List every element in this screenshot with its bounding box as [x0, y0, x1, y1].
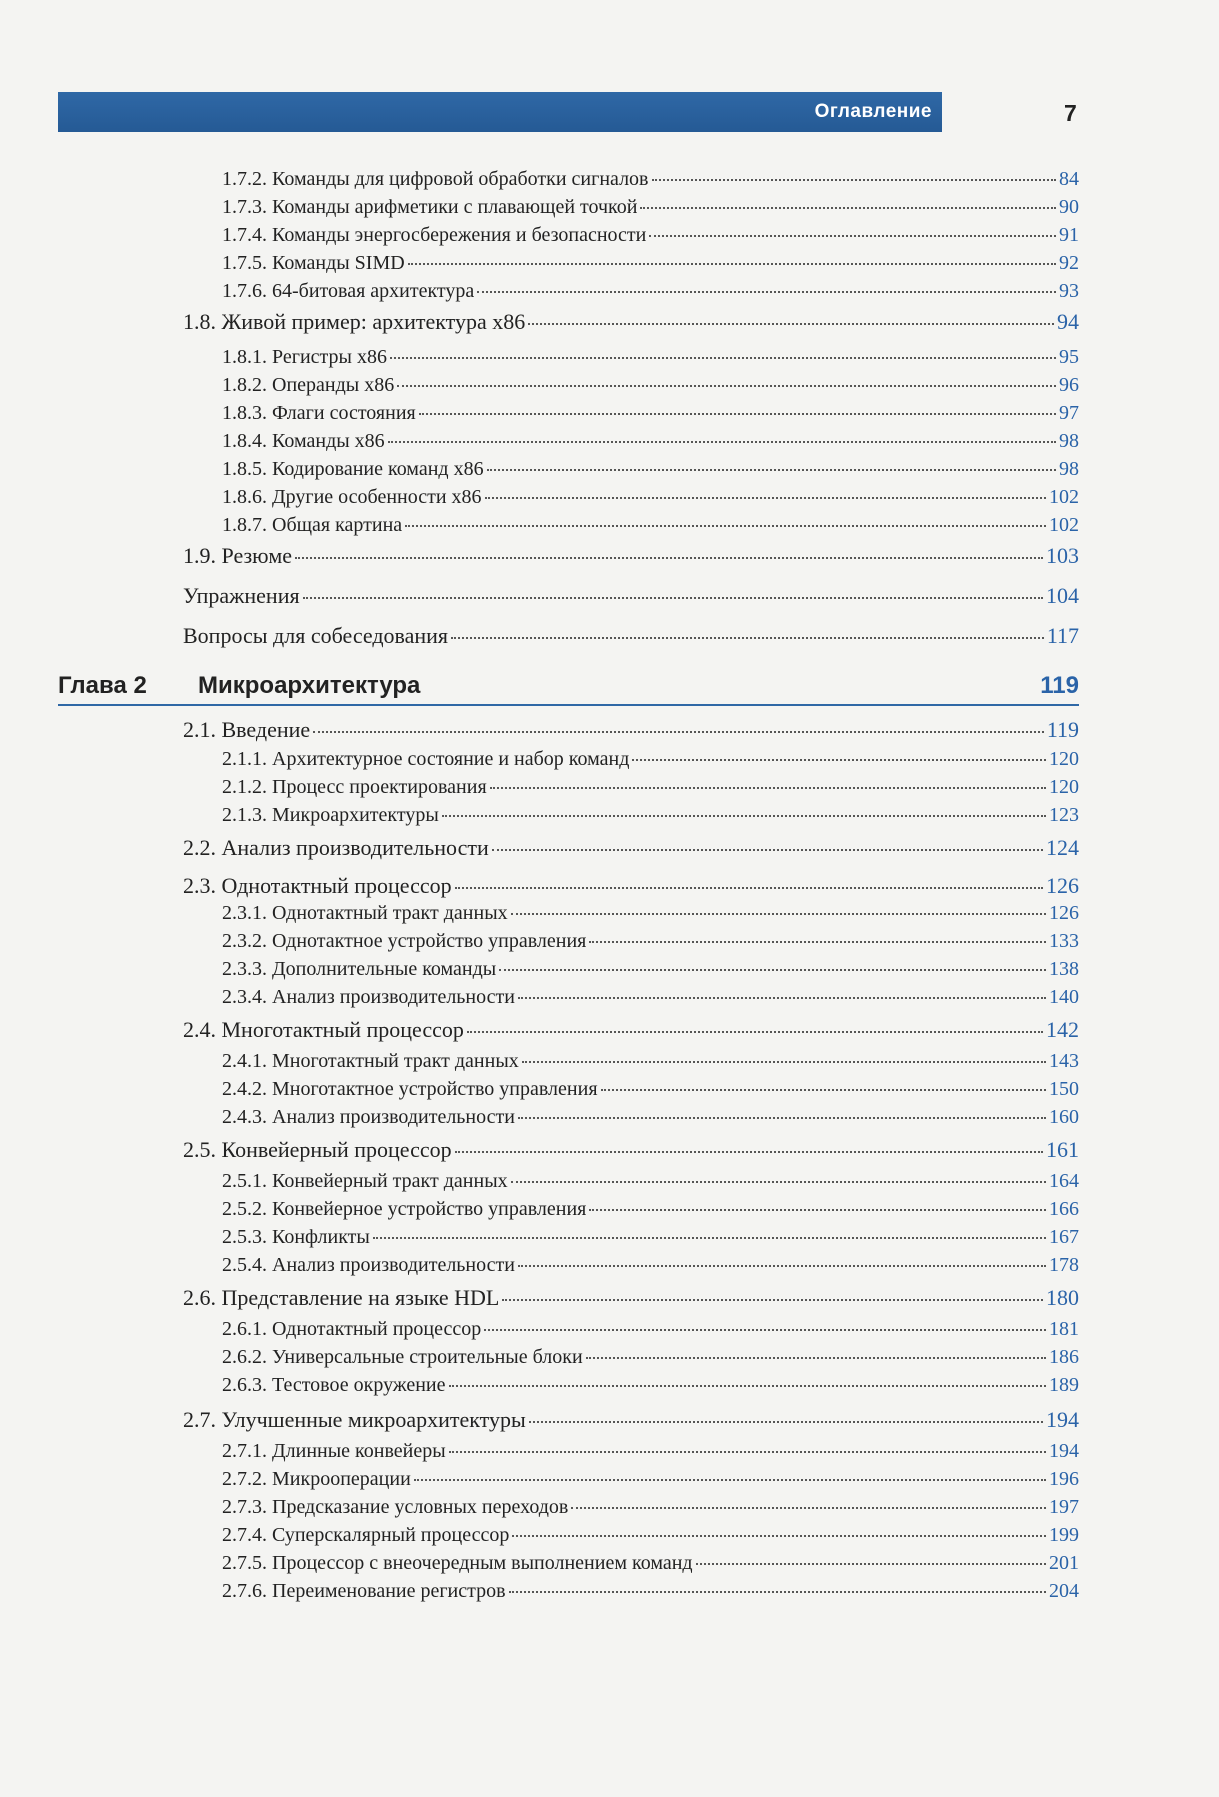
dot-leader — [492, 827, 1043, 851]
toc-entry-title: 2.7.1. Длинные конвейеры — [222, 1440, 446, 1462]
toc-entry-title: 2.7.2. Микрооперации — [222, 1468, 411, 1490]
toc-entry-page: 104 — [1046, 583, 1079, 608]
toc-entry-page: 97 — [1059, 402, 1079, 424]
toc-entry-title: 2.3. Однотактный процессор — [183, 873, 452, 898]
dot-leader — [518, 977, 1046, 999]
toc-entry[interactable] — [183, 831, 1079, 861]
toc-entry-page: 123 — [1049, 804, 1079, 826]
toc-entry-page: 133 — [1049, 930, 1079, 952]
toc-entry-page: 160 — [1049, 1106, 1079, 1128]
toc-entry[interactable] — [183, 305, 1079, 335]
toc-entry-title: 1.9. Резюме — [183, 543, 293, 568]
toc-entry-page: 120 — [1049, 748, 1079, 770]
toc-entry-title: 2.5.2. Конвейерное устройство управления — [222, 1198, 587, 1220]
chapter-heading[interactable] — [58, 668, 1079, 706]
dot-leader — [313, 709, 1044, 733]
toc-entry-page: 197 — [1049, 1496, 1079, 1518]
toc-entry-title: 1.7.4. Команды энергосбережения и безопасности — [222, 224, 647, 246]
toc-entry-page: 201 — [1049, 1552, 1079, 1574]
dot-leader — [455, 865, 1043, 889]
toc-entry-title: 1.7.5. Команды SIMD — [222, 252, 405, 274]
toc-entry-title: 2.1.1. Архитектурное состояние и набор команд — [222, 748, 630, 770]
toc-entry-page: 199 — [1049, 1524, 1079, 1546]
dot-leader — [632, 739, 1046, 761]
dot-leader — [449, 1431, 1046, 1453]
dot-leader — [390, 337, 1056, 359]
toc-entry[interactable] — [183, 1133, 1079, 1163]
dot-leader — [449, 1365, 1046, 1387]
toc-entry-title: 2.4.1. Многотактный тракт данных — [222, 1050, 519, 1072]
toc-entry-title: 1.7.2. Команды для цифровой обработки сигналов — [222, 168, 649, 190]
toc-entry-page: 142 — [1046, 1017, 1079, 1042]
dot-leader — [522, 1041, 1046, 1063]
chapter-title: Микроархитектура — [198, 672, 421, 699]
toc-entry-page: 126 — [1049, 902, 1079, 924]
toc-entry-page: 180 — [1046, 1285, 1079, 1310]
toc-entry-title: 2.7.6. Переименование регистров — [222, 1580, 506, 1602]
dot-leader — [696, 1543, 1046, 1565]
toc-entry[interactable] — [222, 1369, 1079, 1397]
toc-entry-page: 119 — [1046, 717, 1079, 742]
dot-leader — [511, 893, 1046, 915]
toc-entry[interactable] — [183, 619, 1079, 649]
dot-leader — [373, 1217, 1046, 1239]
toc-entry-page: 96 — [1059, 374, 1079, 396]
toc-entry[interactable] — [222, 1575, 1079, 1603]
toc-entry-page: 178 — [1049, 1254, 1079, 1276]
dot-leader — [455, 1129, 1043, 1153]
dot-leader — [640, 187, 1056, 209]
toc-entry-title: 2.6. Представление на языке HDL — [183, 1285, 500, 1310]
dot-leader — [652, 159, 1057, 181]
toc-entry-page: 194 — [1046, 1407, 1079, 1432]
toc-entry-title: 2.5. Конвейерный процессор — [183, 1137, 452, 1162]
toc-entry[interactable] — [183, 539, 1079, 569]
toc-entry[interactable] — [183, 1013, 1079, 1043]
toc-entry-page: 120 — [1049, 776, 1079, 798]
toc-entry-title: 2.5.3. Конфликты — [222, 1226, 370, 1248]
toc-entry-page: 91 — [1059, 224, 1079, 246]
toc-entry-title: 1.7.6. 64-битовая архитектура — [222, 280, 475, 302]
toc-entry-title: 2.4.2. Многотактное устройство управления — [222, 1078, 598, 1100]
dot-leader — [408, 243, 1056, 265]
dot-leader — [499, 949, 1046, 971]
dot-leader — [586, 1337, 1046, 1359]
toc-entry-title: 2.6.3. Тестовое окружение — [222, 1374, 446, 1396]
toc-entry-page: 186 — [1049, 1346, 1079, 1368]
toc-entry-title: Вопросы для собеседования — [183, 623, 449, 648]
toc-entry-page: 94 — [1057, 309, 1079, 334]
toc-entry-page: 166 — [1049, 1198, 1079, 1220]
toc-entry-title: 2.4.3. Анализ производительности — [222, 1106, 515, 1128]
running-header-title: Оглавление — [814, 101, 932, 122]
page-number: 7 — [1064, 100, 1077, 126]
toc-entry[interactable] — [222, 799, 1079, 827]
toc-entry-title: 2.1. Введение — [183, 717, 311, 742]
toc-entry-page: 150 — [1049, 1078, 1079, 1100]
toc-entry-title: 1.8.2. Операнды x86 — [222, 374, 395, 396]
toc-entry-page: 95 — [1059, 346, 1079, 368]
dot-leader — [467, 1009, 1043, 1033]
dot-leader — [477, 271, 1056, 293]
toc-entry-title: 2.3.1. Однотактный тракт данных — [222, 902, 508, 924]
toc-entry-page: 102 — [1049, 514, 1079, 536]
dot-leader — [529, 1399, 1043, 1423]
toc-entry-title: 1.8.3. Флаги состояния — [222, 402, 416, 424]
dot-leader — [589, 921, 1046, 943]
toc-entry-page: 93 — [1059, 280, 1079, 302]
toc-entry-page: 138 — [1049, 958, 1079, 980]
dot-leader — [509, 1571, 1046, 1593]
dot-leader — [528, 301, 1054, 325]
toc-entry-title: 1.8.6. Другие особенности x86 — [222, 486, 482, 508]
toc-entry-page: 189 — [1049, 1374, 1079, 1396]
toc-entry-page: 194 — [1049, 1440, 1079, 1462]
header-bar — [58, 92, 942, 132]
toc-entry[interactable] — [183, 1403, 1079, 1433]
dot-leader — [303, 575, 1043, 599]
dot-leader — [589, 1189, 1046, 1211]
toc-entry-title: Упражнения — [183, 583, 300, 608]
toc-entry-title: 2.1.3. Микроархитектуры — [222, 804, 439, 826]
toc-entry-page: 161 — [1046, 1137, 1079, 1162]
toc-entry-title: 2.5.1. Конвейерный тракт данных — [222, 1170, 508, 1192]
dot-leader — [442, 795, 1046, 817]
toc-entry-title: 2.7.5. Процессор с внеочередным выполнением команд — [222, 1552, 693, 1574]
dot-leader — [414, 1459, 1046, 1481]
toc-entry-title: 2.7. Улучшенные микроархитектуры — [183, 1407, 526, 1432]
toc-entry[interactable] — [222, 1249, 1079, 1277]
toc-entry-page: 204 — [1049, 1580, 1079, 1602]
toc-entry-page: 102 — [1049, 486, 1079, 508]
toc-entry-title: 2.4. Многотактный процессор — [183, 1017, 464, 1042]
toc-entry-page: 124 — [1046, 835, 1079, 860]
toc-entry[interactable] — [222, 1101, 1079, 1129]
toc-entry-title: 1.8.4. Команды x86 — [222, 430, 385, 452]
toc-entry-title: 2.7.3. Предсказание условных переходов — [222, 1496, 569, 1518]
toc-entry-page: 126 — [1046, 873, 1079, 898]
dot-leader — [451, 615, 1044, 639]
dot-leader — [388, 421, 1056, 443]
toc-entry-page: 140 — [1049, 986, 1079, 1008]
toc-entry-page: 164 — [1049, 1170, 1079, 1192]
toc-entry-title: 1.7.3. Команды арифметики с плавающей точкой — [222, 196, 638, 218]
dot-leader — [490, 767, 1046, 789]
toc-entry-title: 1.8.5. Кодирование команд x86 — [222, 458, 484, 480]
toc-entry-title: 2.3.2. Однотактное устройство управления — [222, 930, 587, 952]
toc-entry-title: 2.2. Анализ производительности — [183, 835, 489, 860]
toc-entry[interactable] — [222, 275, 1079, 303]
toc-entry-title: 2.5.4. Анализ производительности — [222, 1254, 515, 1276]
dot-leader — [518, 1245, 1046, 1267]
toc-entry[interactable] — [183, 1281, 1079, 1311]
chapter-page: 119 — [1040, 672, 1079, 699]
dot-leader — [487, 449, 1056, 471]
toc-entry[interactable] — [222, 981, 1079, 1009]
toc-entry-page: 98 — [1059, 458, 1079, 480]
dot-leader — [485, 477, 1046, 499]
dot-leader — [484, 1309, 1046, 1331]
dot-leader — [649, 215, 1056, 237]
dot-leader — [295, 535, 1043, 559]
toc-entry-title: 1.8. Живой пример: архитектура x86 — [183, 309, 526, 334]
toc-entry-title: 2.7.4. Суперскалярный процессор — [222, 1524, 510, 1546]
toc-entry-title: 2.6.1. Однотактный процессор — [222, 1318, 482, 1340]
chapter-label: Глава 2 — [58, 672, 147, 699]
toc-entry-page: 117 — [1046, 623, 1079, 648]
dot-leader — [405, 505, 1046, 527]
toc-entry-title: 1.8.7. Общая картина — [222, 514, 403, 536]
dot-leader — [397, 365, 1056, 387]
toc-entry-page: 167 — [1049, 1226, 1079, 1248]
toc-entry-page: 92 — [1059, 252, 1079, 274]
dot-leader — [512, 1515, 1046, 1537]
dot-leader — [601, 1069, 1046, 1091]
toc-entry-page: 98 — [1059, 430, 1079, 452]
toc-entry-page: 196 — [1049, 1468, 1079, 1490]
toc-entry-title: 2.6.2. Универсальные строительные блоки — [222, 1346, 583, 1368]
dot-leader — [511, 1161, 1046, 1183]
toc-entry-page: 181 — [1049, 1318, 1079, 1340]
toc-entry-page: 84 — [1059, 168, 1079, 190]
toc-entry-title: 2.3.4. Анализ производительности — [222, 986, 515, 1008]
toc-entry-title: 1.8.1. Регистры x86 — [222, 346, 387, 368]
toc-entry[interactable] — [183, 579, 1079, 609]
toc-entry-page: 90 — [1059, 196, 1079, 218]
toc-entry-title: 2.1.2. Процесс проектирования — [222, 776, 487, 798]
dot-leader — [502, 1277, 1043, 1301]
toc-entry[interactable] — [222, 509, 1079, 537]
toc-entry-page: 143 — [1049, 1050, 1079, 1072]
toc-entry-title: 2.3.3. Дополнительные команды — [222, 958, 497, 980]
dot-leader — [419, 393, 1056, 415]
toc-entry-page: 103 — [1046, 543, 1079, 568]
dot-leader — [571, 1487, 1046, 1509]
dot-leader — [518, 1097, 1046, 1119]
